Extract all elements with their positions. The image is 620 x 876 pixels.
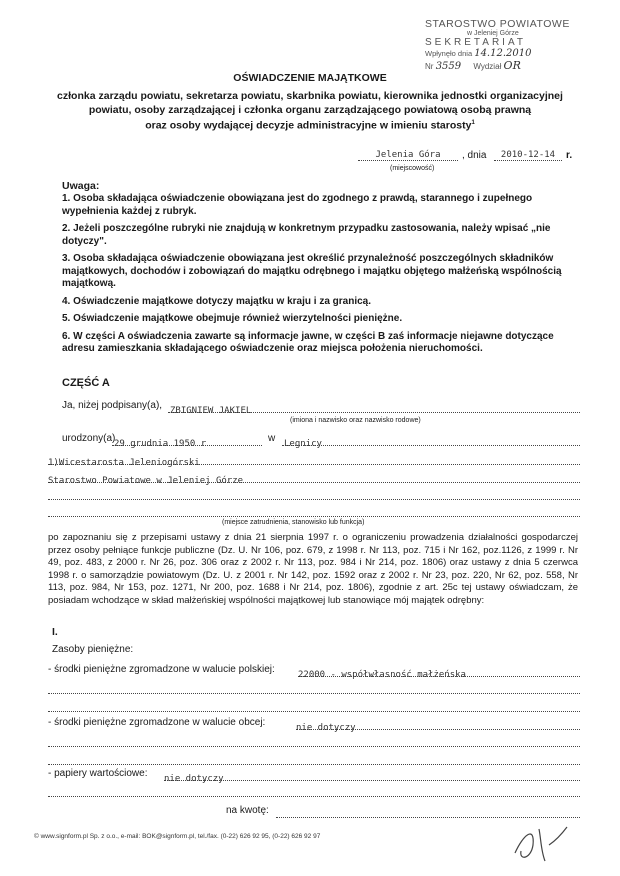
job-line-1[interactable] — [48, 452, 580, 468]
foreign-label: - środki pieniężne zgromadzone w walucie obcej: — [48, 717, 266, 728]
registry-stamp — [425, 18, 595, 80]
subtitle-line: powiatu, osoby zarządzającej i członka organu zarządzającego powiatową osobą prawną — [88, 103, 532, 116]
pln-field[interactable] — [298, 664, 580, 680]
foreign-line-2[interactable] — [48, 736, 580, 747]
date-suffix: r. — [566, 150, 573, 161]
note-item: 4. Oświadczenie majątkowe dotyczy majątku w kraju i za granicą. — [62, 295, 372, 307]
document-title: OŚWIADCZENIE MAJĄTKOWE — [233, 72, 387, 84]
date-field[interactable] — [494, 150, 562, 161]
legal-paragraph: po zapoznaniu się z przepisami ustawy z dnia 21 sierpnia 1997 r. o ograniczeniu prowadzenia działalności gospodarczej przez osoby pełniące funkcje publiczne (Dz. U. Nr 106, poz. 679, z 1998 r. Nr 113, poz. 715 i Nr 162, poz.1126, z 1999 r. Nr 49, poz. 483, z 2000 r. Nr 26, poz. 306 oraz z 2002 r. Nr 113, poz. 984 i Nr 214, poz. 1806) oraz ustawy z dnia 5 czerwca 1998 r. o samorządzie powiatowym (Dz. U. z 2001 r. Nr 142, poz. 1592 oraz z 2002 r. Nr 23, poz. 220, Nr 62, poz. 558, Nr 113, poz. 984, Nr 153, poz. 1271, Nr 200, poz. 1688 i Nr 214, poz. 1806), zgodnie z art. 25c tej ustawy oświadczam, że posiadam wchodzące w skład małżeńskiej wspólności majątkowej lub stanowiące mój majątek odrębny: — [48, 532, 578, 606]
born-label: urodzony(a) — [62, 433, 116, 444]
place-value: Jelenia Góra — [358, 150, 458, 161]
stamp-location: w Jeleniej Górze — [467, 30, 519, 37]
foreign-line-3[interactable] — [48, 754, 580, 765]
foreign-value: nie dotyczy — [296, 723, 356, 733]
securities-field[interactable] — [164, 768, 580, 784]
subtitle-line: członka zarządu powiatu, sekretarza powiatu, skarbnika powiatu, kierownika jednostki organizacyjnej — [57, 90, 563, 102]
footer-text: © www.signform.pl Sp. z o.o., e-mail: BOK@signform.pl, tel./fax. (0-22) 626 92 95, (0-22) 626 92 97 — [34, 833, 321, 840]
securities-label: - papiery wartościowe: — [48, 768, 148, 779]
note-item: 3. Osoba składająca oświadczenie obowiązana jest określić przynależność poszczególnych składników majątkowych, dochodów i zobowiązań do majątku odrębnego i majątku objętego małżeńską wspólnością majątkową. — [62, 253, 562, 289]
born-in-label: w — [268, 433, 276, 444]
stamp-received-label: Wpłynęło dnia — [425, 49, 473, 58]
signer-label: Ja, niżej podpisany(a), — [62, 400, 163, 411]
document-subtitle — [0, 90, 620, 133]
pln-value: 22000 - współwłasność małżeńska — [298, 670, 466, 680]
note-item: 5. Oświadczenie majątkowe obejmuje również wierzytelności pieniężne. — [62, 313, 403, 324]
job-line-2[interactable] — [48, 470, 580, 486]
pln-line-2[interactable] — [48, 683, 580, 694]
stamp-received-date: 14.12.2010 — [474, 48, 532, 59]
pln-line-3[interactable] — [48, 701, 580, 712]
job-line-1-value: 1)Wicestarosta Jeleniogórski — [48, 458, 200, 468]
note-item: 1. Osoba składająca oświadczenie obowiązana jest do zgodnego z prawdą, starannego i zupełnego wypełnienia każdej z rubryk. — [62, 193, 533, 217]
footnote-mark: 1 — [471, 120, 475, 126]
born-date-field[interactable] — [112, 433, 262, 449]
born-date: 29 grudnia 1950 r — [114, 439, 207, 449]
stamp-dept-label: Wydział — [473, 62, 502, 71]
securities-line-2[interactable] — [48, 786, 580, 797]
amount-label: na kwotę: — [226, 805, 269, 816]
job-line-4[interactable] — [48, 506, 580, 517]
born-place-field[interactable] — [282, 433, 580, 449]
section-i-heading: Zasoby pieniężne: — [52, 644, 134, 655]
note-item: 6. W części A oświadczenia zawarte są informacje jawne, w części B zaś informacje niejawne dotyczące adresu zamieszkania składającego oświadczenie oraz miejsca położenia nieruchomości. — [62, 330, 554, 354]
signer-name: ZBIGNIEW JAKIEL — [170, 406, 252, 416]
job-line-3[interactable] — [48, 489, 580, 500]
stamp-dept: SEKRETARIAT — [425, 37, 526, 48]
date-prefix: , dnia — [462, 150, 487, 161]
stamp-office: STAROSTWO POWIATOWE — [425, 18, 570, 30]
note-item: 2. Jeżeli poszczególne rubryki nie znajdują w konkretnym przypadku zastosowania, należy wpisać „nie dotyczy". — [62, 223, 551, 247]
part-a-heading: CZĘŚĆ A — [62, 377, 110, 389]
notes-list — [62, 193, 572, 361]
subtitle-line: oraz osoby wydającej decyzje administracyjne w imieniu starosty — [145, 119, 472, 132]
securities-value: nie dotyczy — [164, 774, 224, 784]
stamp-number: 3559 — [435, 61, 462, 72]
foreign-field[interactable] — [296, 717, 580, 733]
signer-name-field[interactable] — [168, 400, 580, 416]
stamp-dept-code: OR — [503, 59, 521, 72]
pln-label: - środki pieniężne zgromadzone w walucie polskiej: — [48, 664, 275, 675]
place-caption: (miejscowość) — [390, 165, 435, 172]
signer-caption: (imiona i nazwisko oraz nazwisko rodowe) — [290, 417, 421, 424]
notes-heading: Uwaga: — [62, 180, 100, 192]
born-place: Legnicy — [284, 439, 322, 449]
job-line-2-value: Starostwo Powiatowe w Jeleniej Górze — [48, 476, 244, 486]
job-caption: (miejsce zatrudnienia, stanowisko lub funkcja) — [222, 519, 365, 526]
date-value: 2010-12-14 — [494, 150, 562, 161]
place-field[interactable] — [358, 150, 458, 161]
signature-mark — [505, 815, 575, 865]
section-i-numeral: I. — [52, 626, 58, 638]
stamp-number-label: Nr — [425, 62, 434, 71]
